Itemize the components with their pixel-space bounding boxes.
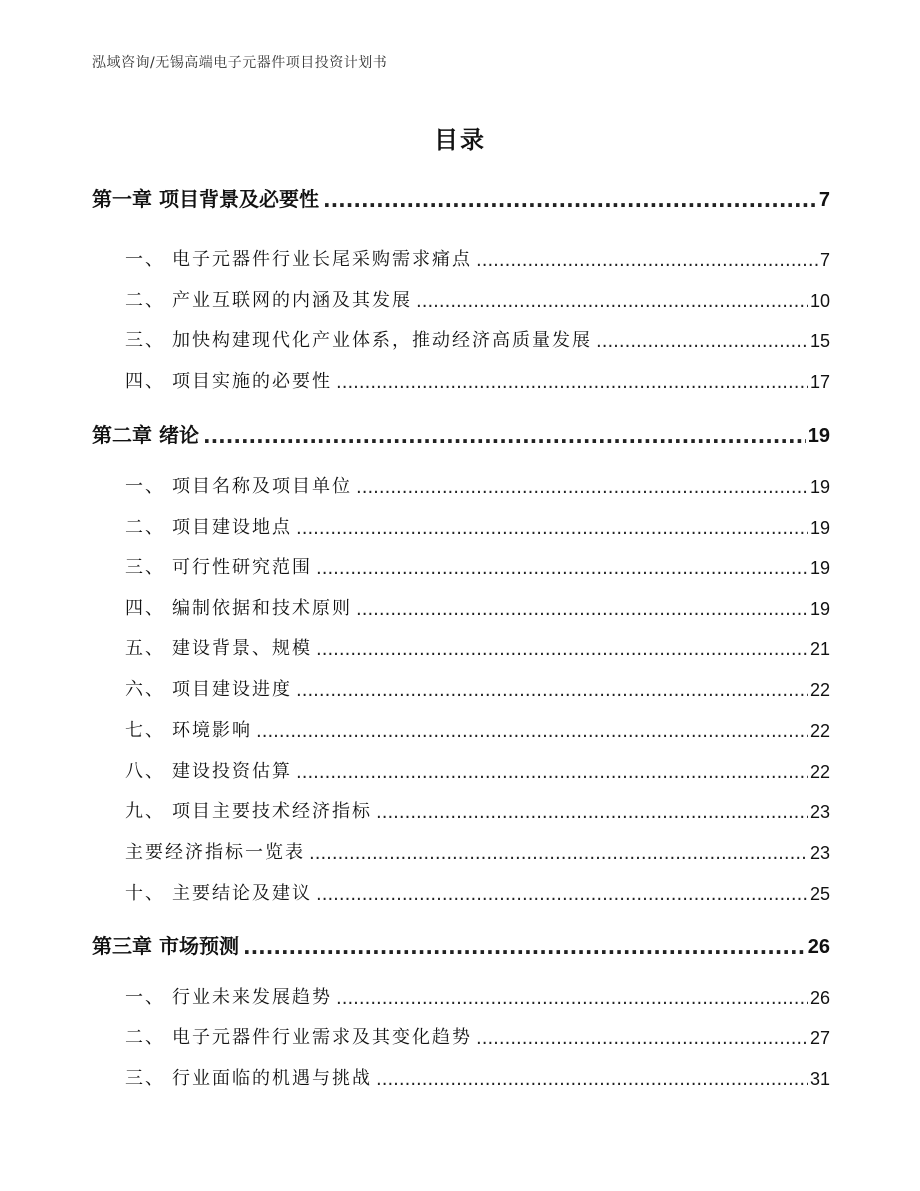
toc-entry-label [125, 983, 332, 1009]
toc-entry-label: 第二章 绪论 [92, 423, 199, 447]
toc-entry-number: 五、 [125, 638, 165, 659]
toc-entry-text: 加快构建现代化产业体系，推动经济高质量发展 [172, 330, 592, 351]
toc-entry-number: 八、 [125, 761, 165, 782]
dot-leader [356, 599, 808, 620]
toc-entry-label [125, 634, 312, 660]
toc-section-entry[interactable] [125, 1064, 830, 1090]
toc-page-number: 23 [809, 802, 830, 822]
toc-page-number: 17 [809, 372, 830, 392]
dot-leader [316, 558, 808, 579]
toc-entry-number: 九、 [125, 801, 165, 822]
toc-chapter-entry[interactable] [92, 419, 830, 448]
toc-entry-text: 主要结论及建议 [172, 883, 312, 904]
toc-entry-text: 建设投资估算 [172, 761, 292, 782]
toc-entry-label [125, 367, 332, 393]
toc-title: 目录 [434, 126, 486, 154]
toc-entry-number: 二、 [125, 290, 165, 311]
toc-section-entry[interactable] [125, 879, 830, 905]
toc-section-entry[interactable] [125, 757, 830, 783]
toc-section-entry[interactable] [125, 553, 830, 579]
toc-entry-text: 可行性研究范围 [172, 557, 312, 578]
dot-leader [376, 802, 808, 823]
toc-entry-text: 项目实施的必要性 [172, 371, 332, 392]
toc-entry-label [125, 838, 305, 864]
toc-entry-number: 六、 [125, 679, 165, 700]
toc-page-number: 19 [807, 425, 830, 447]
toc-page-number: 7 [818, 189, 830, 211]
toc-entry-number: 十、 [125, 883, 165, 904]
dot-leader [323, 188, 817, 212]
toc-entry-label [125, 245, 472, 271]
toc-entry-text: 行业未来发展趋势 [172, 987, 332, 1008]
toc-page-number: 22 [809, 721, 830, 741]
dot-leader [336, 372, 808, 393]
toc-entry-text: 主要经济指标一览表 [125, 842, 305, 863]
toc-entry-label [125, 472, 352, 498]
toc-entry-number: 一、 [125, 987, 165, 1008]
toc-page-number: 21 [809, 639, 830, 659]
toc-entry-label [125, 326, 592, 352]
dot-leader [243, 935, 806, 959]
toc-entry-label [125, 757, 292, 783]
toc-entry-label [125, 594, 352, 620]
toc-entry-label [125, 675, 292, 701]
dot-leader [336, 988, 808, 1009]
toc-page-number: 22 [809, 680, 830, 700]
toc-entry-text: 产业互联网的内涵及其发展 [172, 290, 412, 311]
toc-entry-text: 电子元器件行业长尾采购需求痛点 [172, 249, 472, 270]
toc-section-entry[interactable] [125, 983, 830, 1009]
toc-page-number: 19 [809, 558, 830, 578]
toc-entry-text: 项目名称及项目单位 [172, 476, 352, 497]
toc-entry-text: 项目建设进度 [172, 679, 292, 700]
toc-page-number: 19 [809, 518, 830, 538]
toc-page-number: 27 [809, 1028, 830, 1048]
toc-page-number: 26 [809, 988, 830, 1008]
toc-section-entry[interactable] [125, 838, 830, 864]
toc-entry-text: 项目主要技术经济指标 [172, 801, 372, 822]
toc-page-number: 22 [809, 762, 830, 782]
toc-entry-number: 四、 [125, 598, 165, 619]
dot-leader [296, 762, 808, 783]
toc-section-entry[interactable] [125, 326, 830, 352]
dot-leader [416, 291, 808, 312]
dot-leader [203, 424, 806, 448]
toc-section-entry[interactable] [125, 367, 830, 393]
toc-entry-label: 第一章 项目背景及必要性 [92, 187, 319, 211]
dot-leader [596, 331, 808, 352]
toc-section-entry[interactable] [125, 716, 830, 742]
toc-entry-number: 三、 [125, 557, 165, 578]
toc-entry-text: 编制依据和技术原则 [172, 598, 352, 619]
dot-leader [309, 843, 808, 864]
toc-section-entry[interactable] [125, 634, 830, 660]
toc-entry-text: 建设背景、规模 [172, 638, 312, 659]
toc-entry-number: 三、 [125, 330, 165, 351]
toc-entry-number: 二、 [125, 517, 165, 538]
toc-page-number: 23 [809, 843, 830, 863]
toc-entry-text: 项目建设地点 [172, 517, 292, 538]
toc-entry-label [125, 1064, 372, 1090]
toc-page-number: 7 [819, 250, 830, 270]
dot-leader [256, 721, 808, 742]
toc-entry-label [125, 797, 372, 823]
toc-section-entry[interactable] [125, 513, 830, 539]
toc-entry-label [125, 513, 292, 539]
dot-leader [476, 1028, 808, 1049]
toc-entry-number: 四、 [125, 371, 165, 392]
toc-page-number: 31 [809, 1069, 830, 1089]
toc-entry-label: 第三章 市场预测 [92, 934, 239, 958]
dot-leader [296, 518, 808, 539]
toc-entry-text: 电子元器件行业需求及其变化趋势 [172, 1027, 472, 1048]
toc-entry-number: 三、 [125, 1068, 165, 1089]
toc-entry-number: 七、 [125, 720, 165, 741]
dot-leader [476, 250, 818, 271]
toc-entry-number: 一、 [125, 476, 165, 497]
running-header: 泓域咨询/无锡高端电子元器件项目投资计划书 [92, 55, 388, 71]
dot-leader [356, 477, 808, 498]
toc-section-entry[interactable] [125, 472, 830, 498]
toc-section-entry[interactable] [125, 797, 830, 823]
toc-entry-text: 行业面临的机遇与挑战 [172, 1068, 372, 1089]
toc-page-number: 26 [807, 936, 830, 958]
toc-entry-text: 环境影响 [172, 720, 252, 741]
dot-leader [316, 639, 808, 660]
toc-page-number: 15 [809, 331, 830, 351]
toc-section-entry[interactable] [125, 286, 830, 312]
toc-entry-label [125, 879, 312, 905]
toc-page-number: 19 [809, 599, 830, 619]
toc-chapter-entry[interactable] [92, 183, 830, 212]
toc-page-number: 25 [809, 884, 830, 904]
toc-entry-number: 一、 [125, 249, 165, 270]
dot-leader [316, 884, 808, 905]
toc-section-entry[interactable] [125, 675, 830, 701]
toc-section-entry[interactable] [125, 1023, 830, 1049]
toc-entry-label [125, 716, 252, 742]
toc-page-number: 10 [809, 291, 830, 311]
toc-entry-label [125, 553, 312, 579]
toc-section-entry[interactable] [125, 245, 830, 271]
toc-entry-number: 二、 [125, 1027, 165, 1048]
dot-leader [296, 680, 808, 701]
toc-section-entry[interactable] [125, 594, 830, 620]
toc-entry-label [125, 286, 412, 312]
dot-leader [376, 1069, 808, 1090]
toc-page-number: 19 [809, 477, 830, 497]
toc-entry-label [125, 1023, 472, 1049]
toc-chapter-entry[interactable] [92, 930, 830, 959]
